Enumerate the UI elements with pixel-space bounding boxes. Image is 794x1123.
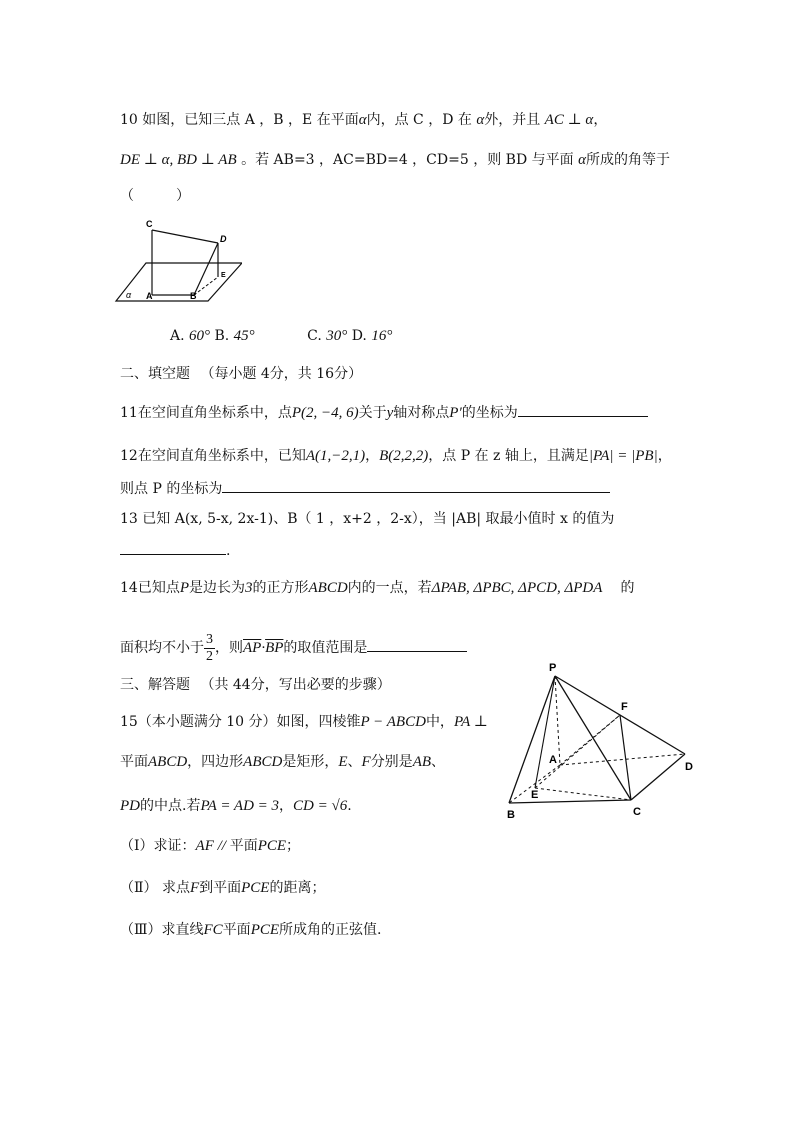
label-c: C — [633, 806, 641, 818]
segment-af-hidden — [560, 715, 620, 765]
label-b: B — [190, 291, 197, 301]
edge-ad-hidden — [560, 754, 685, 765]
segment-fc — [620, 715, 631, 800]
section2-heading: 二、填空题 （每小题 4分，共 16分） — [120, 366, 363, 382]
q10-alpha: α — [476, 112, 485, 128]
label-alpha: α — [126, 290, 132, 300]
q10-text: ， — [593, 112, 608, 128]
segment-db — [194, 243, 218, 295]
q13-answer-blank[interactable] — [120, 540, 226, 555]
edge-pb — [509, 676, 555, 803]
label-d: D — [220, 234, 227, 244]
q12-answer-blank[interactable] — [222, 478, 610, 493]
q11: 11在空间直角坐标系中，点P(2, −4, 6)关于y轴对称点P′的坐标为 — [120, 402, 648, 423]
option-a[interactable]: A. 60° — [170, 328, 211, 344]
q10-text: 。若 AB=3 ，AC=BD=4 ，CD=5 ，则 BD 与平面 — [241, 152, 574, 168]
q10-line1 — [120, 110, 607, 130]
q10-figure — [112, 215, 242, 305]
label-d: D — [685, 761, 693, 773]
q15-part2: （Ⅱ） 求点F到平面PCE的距离； — [120, 880, 326, 896]
q15-line2: 平面ABCD，四边形ABCD是矩形，E、F分别是AB、 — [120, 754, 446, 770]
edge-cd — [631, 754, 685, 800]
q15-part1: （Ⅰ）求证：AF // 平面PCE； — [120, 838, 301, 854]
label-e: E — [221, 272, 226, 279]
q15-line1: 15（本小题满分 10 分）如图，四棱锥P − ABCD中，PA ⊥ — [120, 714, 488, 730]
edge-pa-hidden — [555, 676, 560, 765]
label-p: P — [549, 662, 557, 674]
q12-line1: 12在空间直角坐标系中，已知A(1,−2,1)，B(2,2,2)，点 P 在 z 轴上，且满足|PA| = |PB|， — [120, 448, 672, 464]
label-a: A — [146, 291, 153, 301]
q10-math: AC ⊥ α — [544, 112, 594, 128]
q15-part3: （Ⅲ）求直线FC平面PCE所成角的正弦值. — [120, 922, 382, 938]
q10-math: DE ⊥ α, BD ⊥ AB — [120, 152, 237, 168]
q14-line2: 面积均不小于 $\frac{3}{2}$ ，则$\overline{AP}\cdot\overline{BP}$的取值范围是 — [120, 628, 467, 668]
q10-text: 如图，已知三点 A ，B ，E 在平面 — [142, 112, 359, 128]
q15-figure — [495, 658, 705, 823]
segment-cd — [152, 230, 218, 243]
q11-answer-blank[interactable] — [518, 402, 648, 417]
q13-line2: . — [120, 540, 230, 561]
edge-bc — [509, 800, 631, 803]
q10-text: 所成的角等于 — [585, 152, 670, 168]
fraction-3-2: $\frac{3}{2}$ — [206, 631, 213, 664]
q14-answer-blank[interactable] — [367, 637, 467, 652]
label-f: F — [621, 701, 628, 713]
option-b[interactable]: B. 45° — [214, 328, 255, 344]
q10-number: 10 — [120, 112, 138, 128]
segment-ec-hidden — [535, 788, 631, 800]
label-b: B — [507, 809, 515, 821]
edge-pe — [535, 676, 555, 788]
q10-text: 外，并且 — [484, 112, 541, 128]
label-a: A — [549, 754, 557, 766]
label-c: C — [146, 219, 153, 229]
label-e: E — [531, 789, 539, 801]
q10-alpha: α — [358, 112, 367, 128]
q12-line2: 则点 P 的坐标为 — [120, 478, 610, 499]
option-d[interactable]: D. 16° — [351, 328, 393, 344]
q10-line2 — [120, 150, 670, 170]
q13-line1: 13 已知 A(x, 5-x, 2x-1)、B（ 1 ，x+2 ，2-x），当 |AB| 取最小值时 x 的值为 — [120, 511, 615, 527]
section3-heading: 三、解答题 （共 44分，写出必要的步骤） — [120, 677, 391, 693]
q14-line1: 14已知点P是边长为3的正方形ABCD内的一点，若ΔPAB, ΔPBC, ΔPCD, ΔPDA 的 — [120, 580, 635, 596]
option-c[interactable]: C. 30° — [307, 328, 348, 344]
q10-options — [170, 326, 392, 346]
q10-alpha: α — [578, 152, 586, 168]
q10-answer-bracket: （ ） — [120, 188, 190, 204]
q15-line3: PD的中点.若PA = AD = 3，CD = √6. — [120, 798, 352, 814]
q10-text: 内，点 C ，D 在 — [366, 112, 472, 128]
